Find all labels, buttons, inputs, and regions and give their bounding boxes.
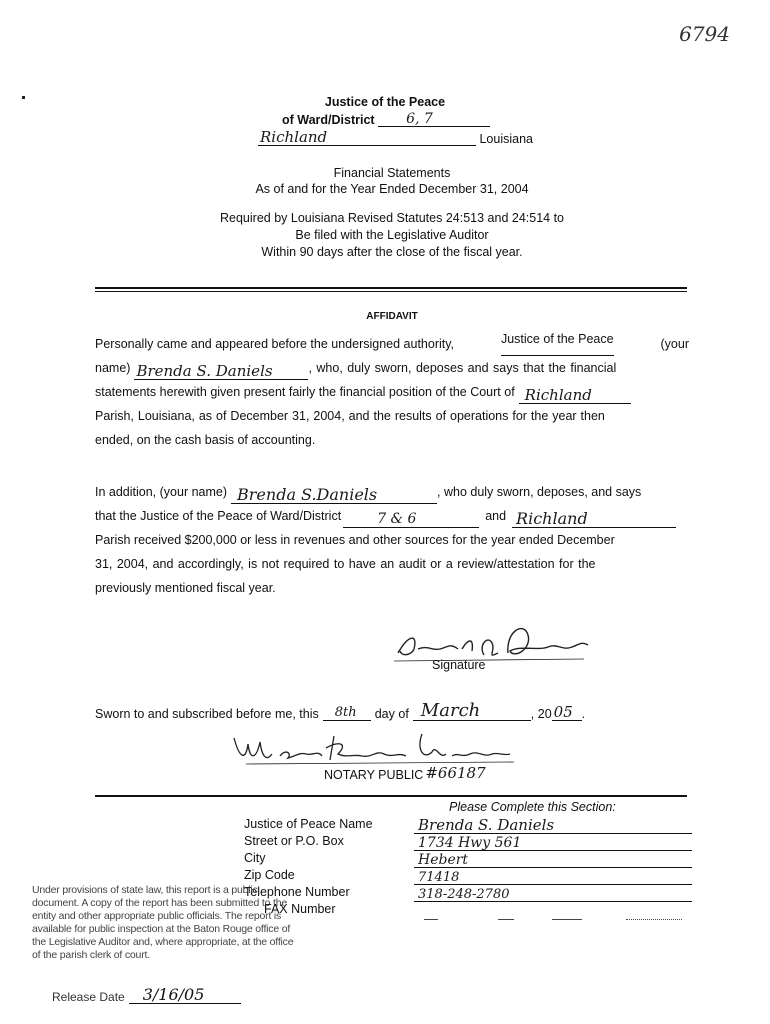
signature-label: Signature (432, 658, 486, 672)
ward-value: 6, 7 (406, 111, 433, 127)
affidavit-paragraph-2 (95, 480, 689, 600)
p1-line-3 (95, 380, 689, 404)
release-line (52, 985, 241, 1004)
p1-text-d: statements herewith given present fairly the financial position of the Court of (95, 385, 515, 399)
field-label-fax: FAX Number (264, 902, 336, 916)
p1-name-value: Brenda S. Daniels (136, 362, 273, 380)
field-value-city (414, 851, 692, 868)
p1-line-5: ended, on the cash basis of accounting. (95, 433, 316, 447)
p1-court-field (519, 385, 631, 404)
requirement-line-3: Within 90 days after the close of the fiscal year. (261, 245, 523, 259)
release-label: Release Date (52, 990, 125, 1004)
fs-period: As of and for the Year Ended December 31, 2004 (255, 182, 529, 196)
field-value-zip (414, 868, 692, 885)
fax-dash-2 (498, 919, 514, 920)
p1-name-field (134, 361, 308, 380)
sworn-text-d: . (581, 707, 586, 721)
divider-top-thin (95, 291, 687, 292)
p2-text-c: that the Justice of the Peace of Ward/District (95, 509, 342, 523)
p1-justice-of-peace: Justice of the Peace (501, 332, 614, 356)
p1-line-2 (95, 356, 689, 380)
location-field (258, 130, 476, 146)
p1-court-value: Richland (524, 386, 592, 404)
field-value-city-text: Hebert (418, 852, 469, 868)
p1-text-b: (your (660, 337, 689, 351)
p1-text-c: , who, duly sworn, deposes and says that the financial (308, 361, 617, 375)
sworn-day-value: 8th (334, 705, 357, 720)
fax-dash-3 (552, 919, 582, 920)
field-label-city: City (244, 851, 266, 865)
field-label-telephone: Telephone Number (244, 885, 350, 899)
p1-line-4: Parish, Louisiana, as of December 31, 2004, and the results of operations for the year then (95, 409, 605, 423)
field-label-name: Justice of Peace Name (244, 817, 373, 831)
p2-parish-field (512, 509, 676, 528)
sworn-line (95, 700, 585, 721)
divider-bottom (95, 795, 687, 797)
release-field (129, 985, 241, 1004)
p2-line-3: Parish received $200,000 or less in revenues and other sources for the year ended December (95, 533, 615, 547)
affidavit-paragraph-1 (95, 332, 689, 452)
p2-name-field (231, 485, 437, 504)
notary-number: #66187 (425, 764, 486, 782)
state-label: Louisiana (479, 132, 533, 146)
p1-line-1 (95, 332, 689, 356)
location-line (258, 130, 533, 146)
field-value-telephone (414, 885, 692, 902)
field-label-street: Street or P.O. Box (244, 834, 344, 848)
sworn-text-c: , 20 (530, 707, 552, 721)
notary-line (324, 764, 486, 782)
ward-label: of Ward/District (282, 113, 375, 127)
sworn-year-value: 05 (553, 703, 573, 721)
p2-text-b: , who duly sworn, deposes, and says (437, 485, 642, 499)
sworn-day-field (323, 702, 371, 721)
p2-text-a: In addition, (your name) (95, 485, 228, 499)
p2-line-4: 31, 2004, and accordingly, is not required to have an audit or a review/attestation for the (95, 557, 596, 571)
fs-title: Financial Statements (333, 166, 451, 180)
field-value-telephone-text: 318-248-2780 (418, 887, 510, 902)
ward-line (282, 112, 490, 127)
fax-dash-1 (424, 919, 438, 920)
release-value: 3/16/05 (142, 985, 205, 1004)
field-value-street (414, 834, 692, 851)
notary-label: NOTARY PUBLIC (324, 768, 424, 782)
p2-and: and (485, 509, 507, 523)
header-title: Justice of the Peace (324, 95, 446, 109)
affidavit-title: AFFIDAVIT (366, 311, 418, 322)
p1-text-a: Personally came and appeared before the undersigned authority, (95, 337, 455, 351)
signature-image (388, 615, 594, 665)
ward-value-field (378, 112, 490, 127)
field-label-zip: Zip Code (244, 868, 295, 882)
corner-note: 6794 (679, 22, 730, 46)
p2-line-5: previously mentioned fiscal year. (95, 581, 276, 595)
sworn-year-field (552, 702, 582, 721)
section-title: Please Complete this Section: (449, 800, 616, 814)
field-value-street-text: 1734 Hwy 561 (418, 835, 522, 851)
p1-name-label: name) (95, 361, 131, 375)
p2-ward-field (343, 509, 479, 528)
sworn-text-a: Sworn to and subscribed before me, this (95, 707, 319, 721)
p2-line-2 (95, 504, 689, 528)
p2-name-value: Brenda S.Daniels (237, 485, 378, 504)
requirement-line-2: Be filed with the Legislative Auditor (295, 228, 489, 242)
fax-dash-4 (626, 919, 682, 920)
requirement-line-1: Required by Louisiana Revised Statutes 24:513 and 24:514 to (220, 211, 564, 225)
divider-top (95, 287, 687, 289)
p2-line-1 (95, 480, 689, 504)
p2-parish-value: Richland (516, 509, 588, 528)
field-value-name-text: Brenda S. Daniels (418, 816, 555, 834)
sworn-month-field (413, 700, 531, 721)
sworn-text-b: day of (374, 707, 409, 721)
sworn-month-value: March (420, 700, 481, 721)
p2-ward-value: 7 & 6 (377, 511, 417, 527)
field-value-name (414, 817, 692, 834)
location-value: Richland (260, 128, 328, 146)
field-value-zip-text: 71418 (418, 870, 460, 885)
footer-note: Under provisions of state law, this report is a public document. A copy of the report has been submitted to the entity and other appropriate public officials. The report is available for public inspection at the Baton Rouge office of the Legislative Auditor and, where appropriate, at the office of the parish clerk of court. (32, 884, 294, 961)
